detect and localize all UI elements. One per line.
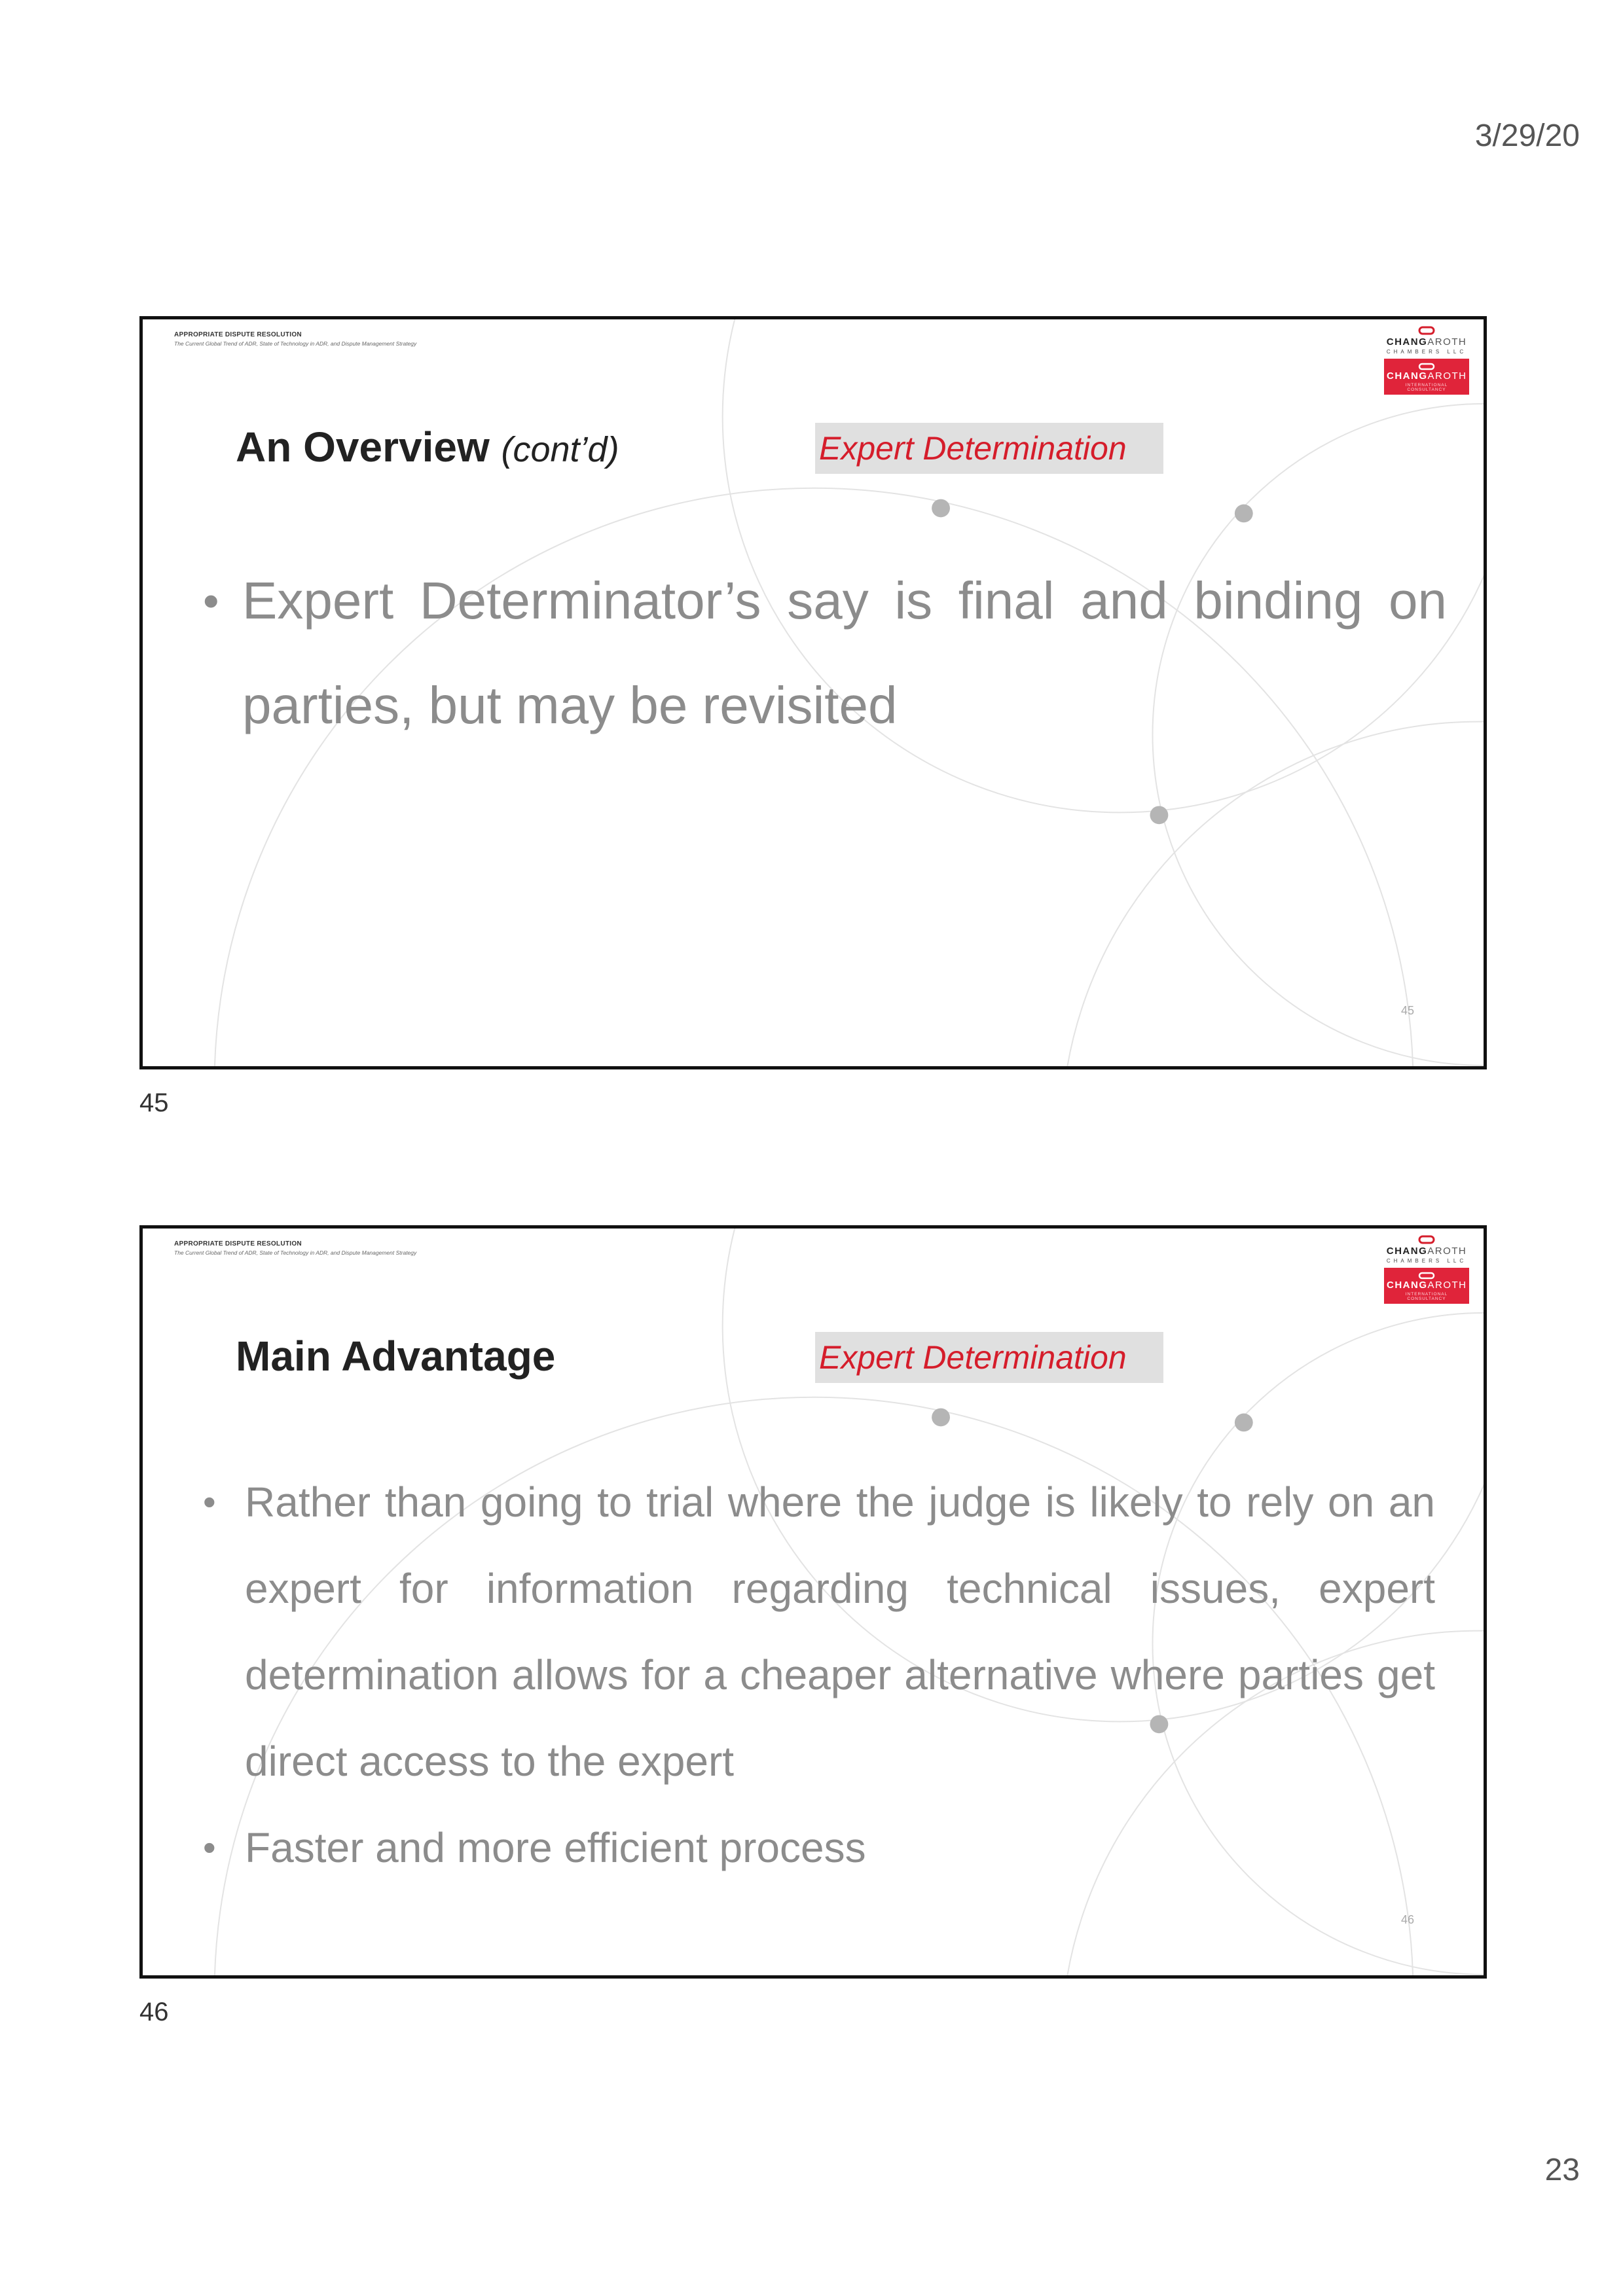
changaroth-logo: [1384, 1235, 1469, 1304]
bullet-item: • Faster and more efficient process: [203, 1804, 1435, 1891]
changaroth-logo: [1384, 326, 1469, 395]
page-number: 23: [1544, 2153, 1580, 2187]
slide-title-text: Main Advantage: [236, 1333, 556, 1380]
logo-name-bold: CHANG: [1386, 1246, 1428, 1257]
slide-number: 46: [1400, 1913, 1414, 1926]
slide-title: [236, 423, 619, 471]
page-date: 3/29/20: [1474, 118, 1580, 153]
logo-red-name-light: AROTH: [1427, 1280, 1467, 1291]
logo-mark-icon: [1418, 1235, 1435, 1244]
logo-mark-icon: [1418, 1272, 1435, 1280]
logo-red-sub: INTERNATIONAL CONSULTANCY: [1405, 1292, 1448, 1301]
logo-red-name-bold: CHANG: [1387, 1280, 1428, 1291]
logo-name-light: AROTH: [1427, 1246, 1467, 1257]
logo-name: [1384, 336, 1469, 348]
logo-red-name: [1387, 370, 1467, 382]
header-title: APPROPRIATE DISPUTE RESOLUTION: [174, 331, 302, 338]
logo-name-bold: CHANG: [1386, 336, 1428, 348]
logo-tagline: CHAMBERS LLC: [1386, 1258, 1467, 1264]
logo-red-block: [1384, 359, 1469, 395]
section-label: Expert Determination: [815, 423, 1163, 474]
slide-title: [236, 1332, 555, 1380]
header-subtitle: The Current Global Trend of ADR, State of Technology in ADR, and Dispute Management Strategy: [174, 340, 417, 347]
logo-red-name: [1387, 1280, 1467, 1291]
logo-tagline: CHAMBERS LLC: [1386, 349, 1467, 355]
logo-red-name-light: AROTH: [1427, 370, 1467, 382]
bullet-list: [203, 1459, 1435, 1891]
slide-number: 45: [1400, 1004, 1414, 1017]
header-title: APPROPRIATE DISPUTE RESOLUTION: [174, 1240, 302, 1247]
slide-number-label: 45: [139, 1088, 169, 1117]
logo-red-name-bold: CHANG: [1387, 370, 1428, 382]
bullet-item: • Rather than going to trial where the judge is likely to rely on an expert for information regarding technical issues, expert determination allows for a cheaper alternative where parties get direct access to the expert: [203, 1459, 1435, 1804]
slide-header: [174, 331, 416, 347]
logo-name: [1384, 1246, 1469, 1257]
logo-red-block: [1384, 1268, 1469, 1304]
bullet-item: • Expert Determinator’s say is final and binding on parties, but may be revisited: [203, 548, 1447, 758]
slide-title-text: An Overview: [236, 423, 490, 471]
logo-mark-icon: [1418, 363, 1435, 370]
slide-title-sub: (cont’d): [501, 430, 619, 469]
bullet-list: [203, 548, 1447, 758]
slide-number-label: 46: [139, 1998, 169, 2026]
logo-name-light: AROTH: [1427, 336, 1467, 348]
section-label: Expert Determination: [815, 1332, 1163, 1383]
logo-mark-icon: [1418, 326, 1435, 335]
logo-red-sub: INTERNATIONAL CONSULTANCY: [1405, 383, 1448, 392]
slide-45: [139, 316, 1487, 1069]
header-subtitle: The Current Global Trend of ADR, State of Technology in ADR, and Dispute Management Strategy: [174, 1249, 417, 1256]
slide-header: [174, 1240, 416, 1256]
slide-46: [139, 1225, 1487, 1979]
